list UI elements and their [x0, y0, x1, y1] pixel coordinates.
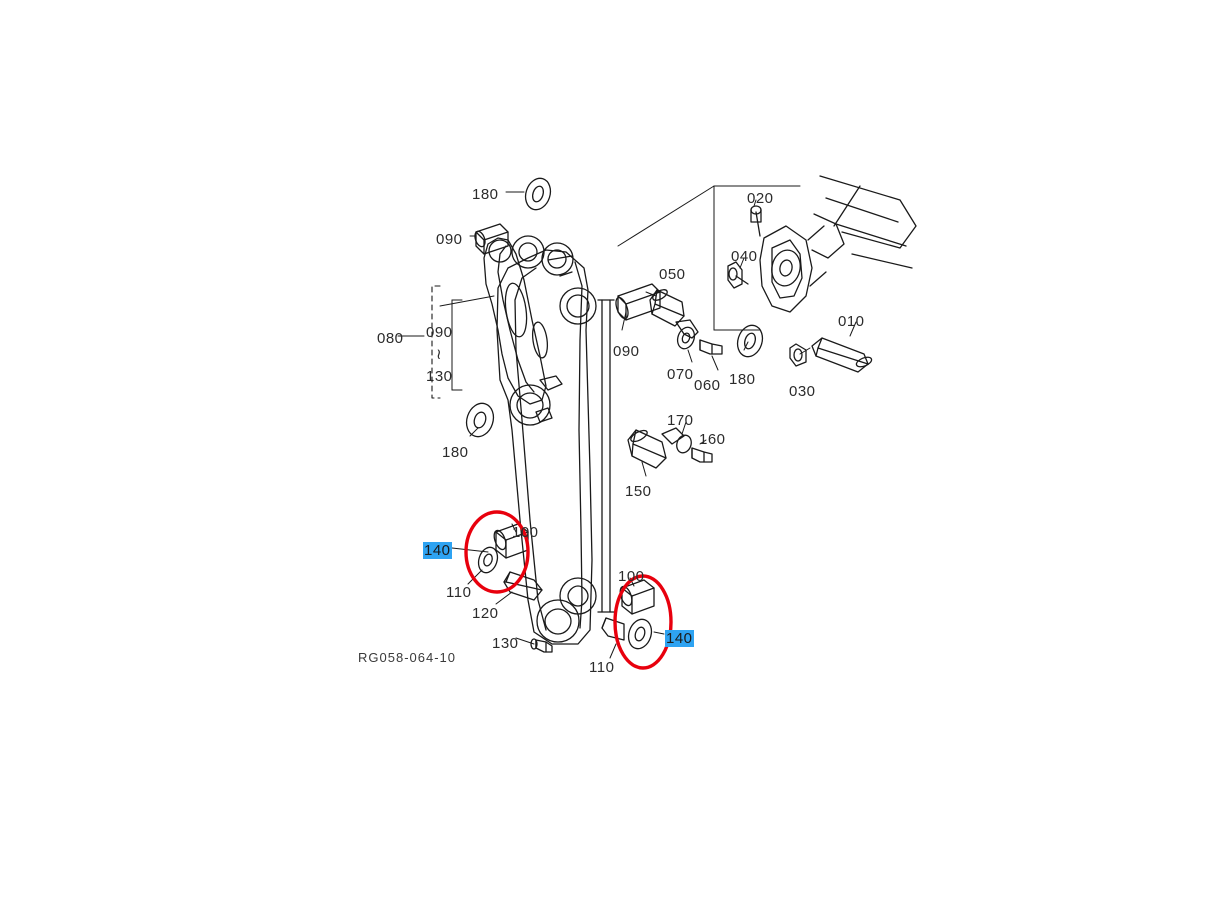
highlight-marker-right [615, 576, 671, 668]
callout-010: 010 [838, 313, 865, 330]
callout-020: 020 [747, 190, 774, 207]
callout-090-arm: 090 [613, 343, 640, 360]
drawing-code: RG058-064-10 [358, 650, 456, 665]
callout-080: 080 [377, 330, 404, 347]
callout-140-right: 140 [666, 630, 693, 647]
callout-120: 120 [472, 605, 499, 622]
callout-070: 070 [667, 366, 694, 383]
callout-040: 040 [731, 248, 758, 265]
callout-090-top: 090 [436, 231, 463, 248]
callout-130-range-end: 130 [426, 368, 453, 385]
callout-090-range-start: 090 [426, 324, 453, 341]
callout-range-tilde: ≀ [436, 346, 443, 363]
callout-150: 150 [625, 483, 652, 500]
callout-180-left: 180 [442, 444, 469, 461]
callout-180-right: 180 [729, 371, 756, 388]
callout-030: 030 [789, 383, 816, 400]
callout-100-right: 100 [618, 568, 645, 585]
callout-140-left: 140 [424, 542, 451, 559]
callout-170: 170 [667, 412, 694, 429]
callout-160: 160 [699, 431, 726, 448]
callout-110-right: 110 [589, 659, 615, 676]
callout-050: 050 [659, 266, 686, 283]
callout-130: 130 [492, 635, 519, 652]
callout-060: 060 [694, 377, 721, 394]
callout-180-top: 180 [472, 186, 499, 203]
callout-110-left: 110 [446, 584, 472, 601]
callout-100-left: 100 [512, 524, 539, 541]
